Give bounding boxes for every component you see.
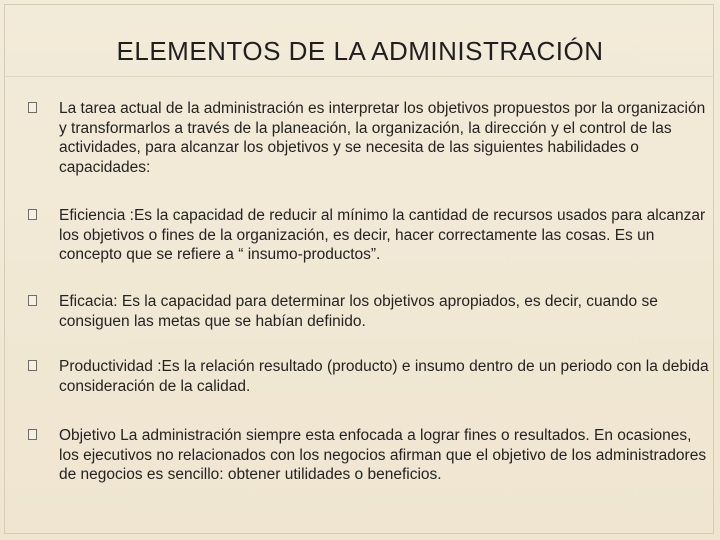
square-bullet-icon bbox=[28, 102, 37, 113]
square-bullet-icon bbox=[28, 295, 37, 306]
bullet-text-objetivo: Objetivo La administración siempre esta enfocada a lograr fines o resultados. En ocasiones, los ejecutivos no relacionados con los negocios afirman que el objetivo de los administradores de negocios es sencillo: obtener utilidades o beneficios. bbox=[59, 427, 707, 483]
bullet-text-eficacia: Eficacia: Es la capacidad para determinar los objetivos apropiados, es decir, cuando se consiguen las metas que se habían definido. bbox=[59, 293, 658, 330]
square-bullet-icon bbox=[28, 360, 37, 371]
slide-title: ELEMENTOS DE LA ADMINISTRACIÓN bbox=[116, 36, 604, 66]
bullet-text-productividad: Productividad :Es la relación resultado (producto) e insumo dentro de un periodo con la debida consideración de la calidad. bbox=[59, 358, 709, 395]
bullet-text-intro: La tarea actual de la administración es interpretar los objetivos propuestos por la organización y transformarlos a través de la planeación, la organización, la dirección y el control de las actividades, para alcanzar los objetivos y se necesita de las siguientes habilidades o capacidades: bbox=[59, 100, 706, 176]
bullet-text-eficiencia: Eficiencia :Es la capacidad de reducir al mínimo la cantidad de recursos usados para alcanzar los objetivos o fines de la organización, es decir, hacer correctamente las cosas. Es un concepto que se refiere a “ insumo-productos”. bbox=[59, 207, 706, 263]
square-bullet-icon bbox=[28, 429, 37, 440]
square-bullet-icon bbox=[28, 209, 37, 220]
